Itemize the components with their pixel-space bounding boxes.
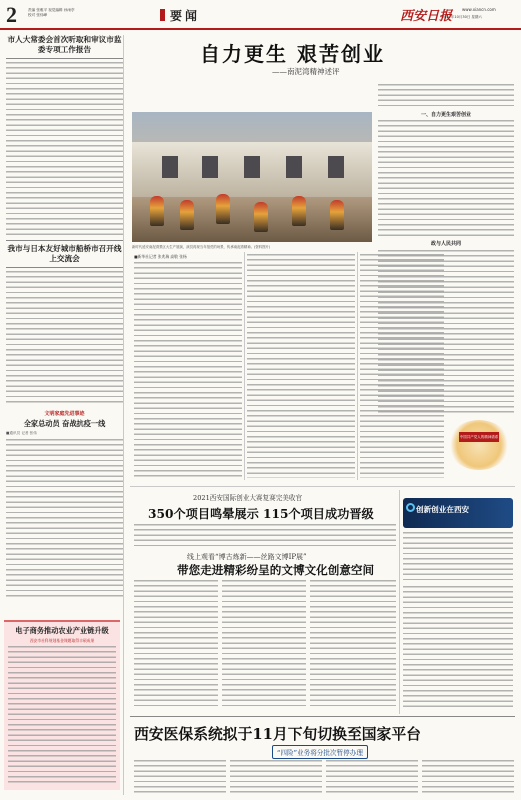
window — [286, 156, 302, 178]
byline: ■新华社记者 张兆瑞 高敬 张杨 — [134, 254, 187, 259]
site-url[interactable]: www.xiancn.com — [462, 7, 496, 12]
performer — [216, 194, 230, 224]
article-body — [8, 646, 116, 786]
article-body — [6, 439, 123, 599]
headline-funabashi[interactable]: 我市与日本友好城市船桥市召开线上交流会 — [7, 244, 122, 263]
article-body — [310, 580, 396, 710]
spirit-emblem — [448, 420, 510, 470]
editor-line: 责编 张雅平 视觉编辑 孙雨亭 — [28, 8, 75, 12]
spirit-emblem-label: 中国共产党人的精神谱系 — [459, 432, 499, 442]
headline-family-antiepidemic[interactable]: 全家总动员 奋战抗疫一线 — [23, 419, 106, 428]
subheadline-medical-insurance: “四险”业务将分批次暂停办理 — [272, 745, 368, 759]
headline-medical-insurance[interactable]: 西安医保系统拟于11月下旬切换至国家平台 — [134, 726, 421, 743]
news-photo[interactable] — [132, 112, 372, 242]
subheadline-ecommerce: 西安市社科规划基金课题取得丰硕成果 — [29, 638, 95, 643]
byline: ■通讯员 记者 张伟 — [6, 431, 37, 435]
kicker-museum: 线上观看“博古炼新——丝路文博IP展” — [187, 553, 307, 561]
divider — [6, 240, 123, 241]
side-subhead: 一、自力更生艰苦创业 — [420, 112, 471, 118]
article-body — [403, 586, 513, 710]
article-body — [6, 62, 123, 237]
article-body — [134, 580, 218, 710]
column-rule — [244, 252, 245, 480]
article-body — [378, 120, 514, 238]
main-subheadline: ——南泥湾精神述评 — [272, 67, 340, 76]
article-body — [134, 524, 396, 546]
article-body — [134, 262, 242, 478]
article-body — [422, 760, 514, 796]
page-number: 2 — [6, 2, 17, 27]
performer — [330, 200, 344, 230]
window — [244, 156, 260, 178]
section-marker — [160, 9, 165, 21]
performer — [254, 202, 268, 232]
article-body — [6, 271, 123, 406]
article-body — [378, 84, 514, 109]
performer — [150, 196, 164, 226]
box-label: 文明家庭先进事迹 — [44, 411, 85, 417]
column-rule — [399, 490, 400, 714]
column-rule — [357, 252, 358, 480]
section-divider — [130, 486, 515, 487]
section-divider — [130, 716, 515, 717]
side-subhead: 政与人民共同 — [430, 241, 461, 247]
issue-date: 2021年10月30日 星期六 — [442, 15, 482, 19]
article-body — [247, 254, 355, 478]
innovation-logo-icon — [406, 503, 415, 512]
performer — [180, 200, 194, 230]
window — [202, 156, 218, 178]
headline-npc-report[interactable]: 市人大常委会首次听取和审议市监委专项工作报告 — [7, 35, 122, 54]
performer — [292, 196, 306, 226]
headline-ecommerce[interactable]: 电子商务推动农业产业链升级 — [15, 626, 109, 635]
photo-caption: 新时代延安南泥湾景区大生产展演，演员再现当年垦荒的场景，传承南泥湾精神。(资料图片) — [132, 245, 271, 249]
article-body — [134, 760, 226, 796]
article-body — [222, 580, 306, 710]
main-headline[interactable]: 自力更生 艰苦创业 — [200, 42, 385, 66]
divider — [6, 267, 123, 268]
window — [328, 156, 344, 178]
brand-box-label: 创新创业在西安 — [416, 505, 470, 514]
article-body — [403, 532, 513, 582]
highlight-box-ecommerce — [4, 620, 120, 790]
proofreader-line: 校对 张伟峰 — [28, 12, 48, 17]
masthead — [0, 0, 521, 30]
window — [162, 156, 178, 178]
newspaper-logo: 西安日报 — [400, 9, 453, 24]
article-body — [230, 760, 322, 796]
article-body — [326, 760, 418, 796]
divider — [6, 58, 123, 59]
kicker-startup: 2021西安国际创业大赛复赛完美收官 — [193, 494, 303, 502]
editor-credits — [28, 8, 75, 17]
headline-startup-contest[interactable]: 350个项目鸣晕展示 115个项目成功晋级 — [148, 507, 374, 521]
section-title: 要闻 — [170, 9, 201, 23]
headline-museum-ip[interactable]: 带您走进精彩纷呈的文博文化创意空间 — [177, 563, 375, 577]
article-body — [360, 254, 444, 478]
